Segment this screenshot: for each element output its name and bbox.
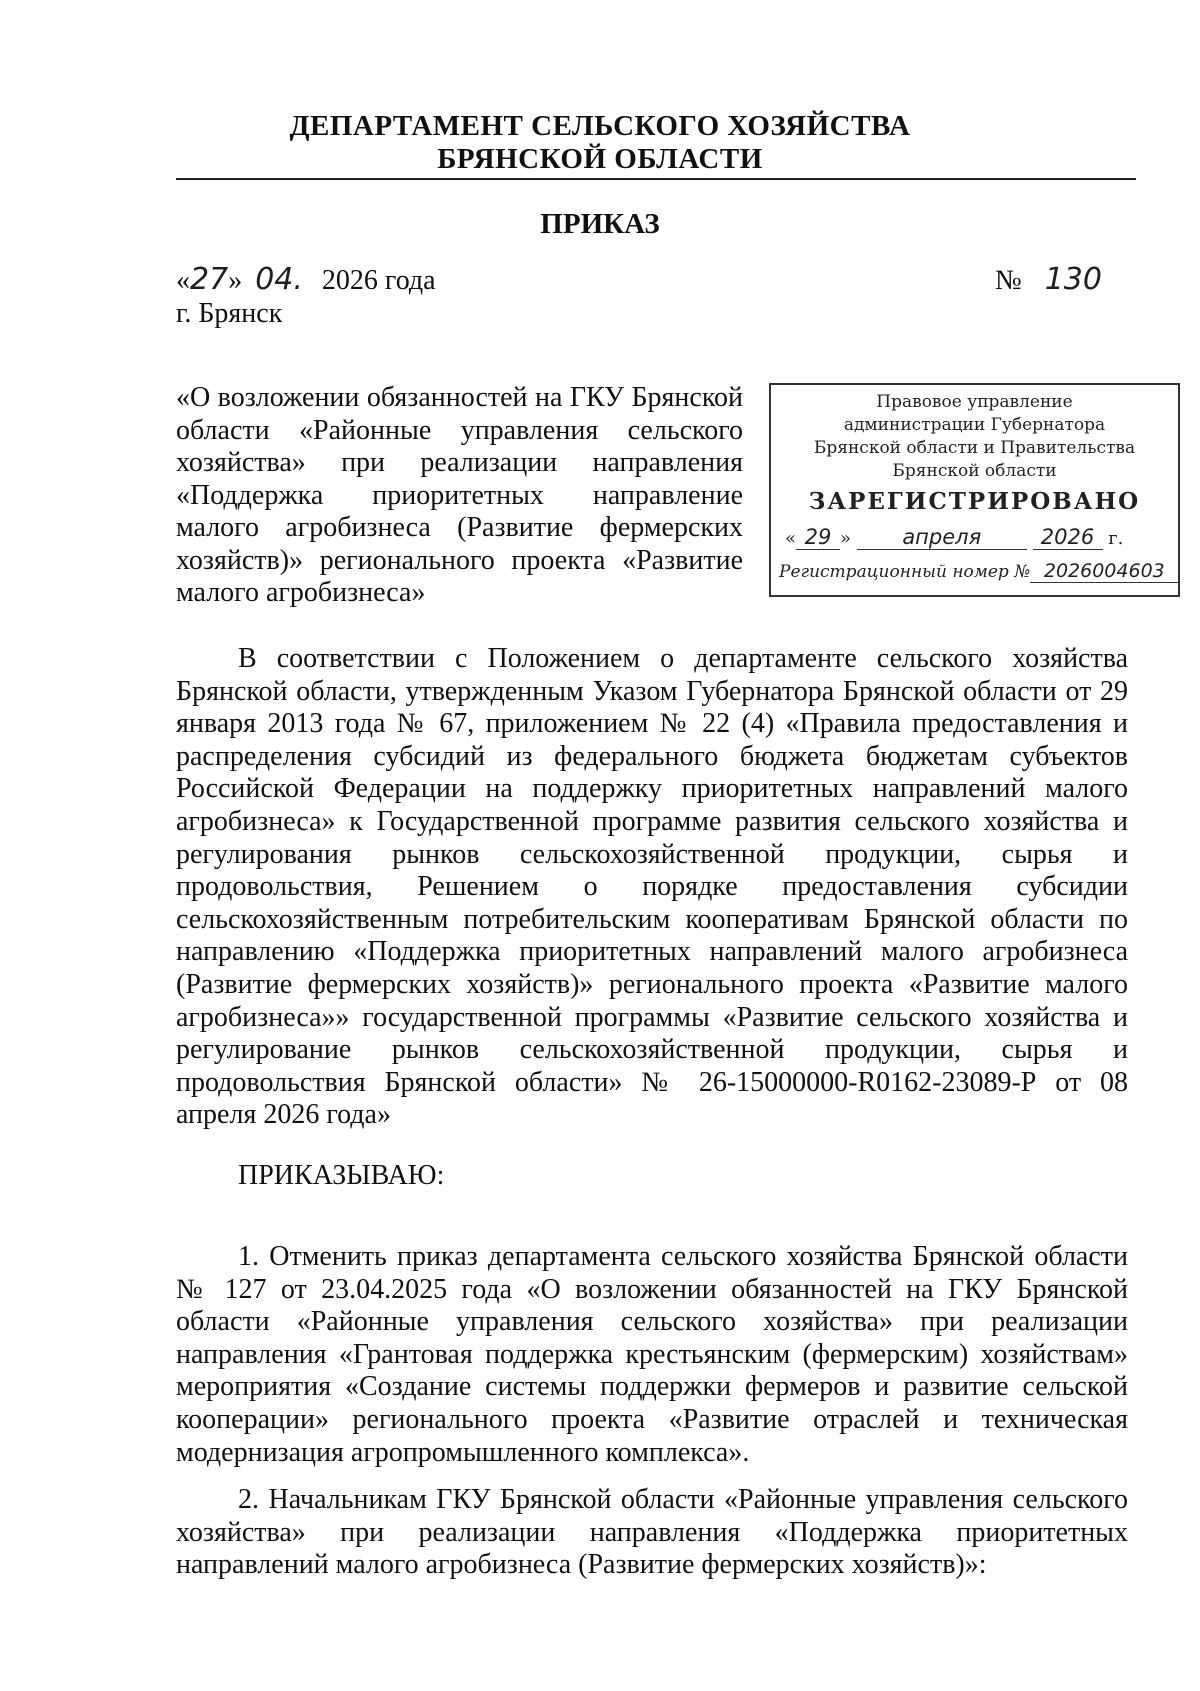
stamp-regnum-handwritten: 2026004603 — [1030, 560, 1178, 583]
stamp-regnum-label: Регистрационный номер № — [779, 562, 1031, 582]
registration-stamp — [769, 383, 1180, 597]
order-date — [176, 262, 436, 297]
number-value-handwritten: 130 — [1044, 262, 1102, 297]
header-divider — [176, 178, 1136, 180]
stamp-date-year: 2026 — [1033, 525, 1103, 550]
preamble-paragraph: В соответствии с Положением о департаменте сельского хозяйства Брянской области, утвержденным Указом Губернатора Брянской области от 29 января 2013 года № 67, приложением № 22 (4) «Правила предоставления и распределения субсидий из федерального бюджета бюджетам субъектов Российской Федерации на поддержку приоритетных направлений малого агробизнеса» к Государственной программе развития сельского хозяйства и регулирования рынков сельскохозяйственной продукции, сырья и продовольствия, Решением о порядке предоставления субсидии сельскохозяйственным потребительским кооперативам Брянской области по направлению «Поддержка приоритетных направлений малого агробизнеса (Развитие фермерских хозяйств)» регионального проекта «Развитие малого агробизнеса»» государственной программы «Развитие сельского хозяйства и регулирование рынков сельскохозяйственной продукции, сырья и продовольствия Брянской области» № 26-15000000-R0162-23089-Р от 08 апреля 2026 года» — [176, 643, 1128, 1131]
stamp-date — [785, 525, 1170, 550]
date-close-quote: » — [228, 265, 243, 296]
stamp-registered-label: ЗАРЕГИСТРИРОВАНО — [808, 488, 1141, 515]
order-directive-word: ПРИКАЗЫВАЮ: — [238, 1160, 445, 1191]
department-title-line1: ДЕПАРТАМЕНТ СЕЛЬСКОГО ХОЗЯЙСТВА — [289, 110, 911, 142]
order-city: г. Брянск — [176, 298, 283, 329]
order-item-1: 1. Отменить приказ департамента сельского хозяйства Брянской области № 127 от 23.04.2025 года «О возложении обязанностей на ГКУ Брянской области «Районные управления сельского хозяйства» при реализации направления «Грантовая поддержка крестьянским (фермерским) хозяйствам» мероприятия «Создание системы поддержки фермеров и развитие сельской кооперации» регионального проекта «Развитие отраслей и техническая модернизация агропромышленного комплекса». — [176, 1241, 1128, 1468]
stamp-org-line1: Правовое управление — [876, 392, 1073, 412]
stamp-date-open: « — [785, 528, 797, 549]
stamp-registration-number — [779, 560, 1174, 583]
stamp-date-suffix: г. — [1108, 528, 1124, 549]
stamp-organization — [771, 391, 1178, 483]
stamp-org-line4: Брянской области — [892, 461, 1057, 481]
order-number — [995, 262, 1102, 297]
stamp-date-mid: » — [840, 528, 852, 549]
department-title-line2: БРЯНСКОЙ ОБЛАСТИ — [437, 143, 763, 175]
date-open-quote: « — [176, 265, 190, 296]
date-month-handwritten: 04. — [255, 262, 303, 297]
number-label: № — [995, 265, 1022, 296]
stamp-org-line2: администрации Губернатора — [843, 415, 1106, 435]
order-subject: «О возложении обязанностей на ГКУ Брянской области «Районные управления сельского хозяйства» при реализации направления «Поддержка приоритетных направление малого агробизнеса (Развитие фермерских хозяйств)» регионального проекта «Развитие малого агробизнеса» — [176, 382, 743, 608]
stamp-date-month-handwritten: апреля — [857, 525, 1027, 550]
stamp-org-line3: Брянской области и Правительства — [813, 438, 1136, 458]
date-day-handwritten: 27 — [190, 262, 229, 297]
document-type-title: ПРИКАЗ — [540, 208, 660, 240]
date-year: 2026 года — [321, 265, 436, 296]
stamp-date-day-handwritten: 29 — [796, 525, 840, 550]
order-item-2: 2. Начальникам ГКУ Брянской области «Районные управления сельского хозяйства» при реализации направления «Поддержка приоритетных направлений малого агробизнеса (Развитие фермерских хозяйств)»: — [176, 1484, 1128, 1581]
